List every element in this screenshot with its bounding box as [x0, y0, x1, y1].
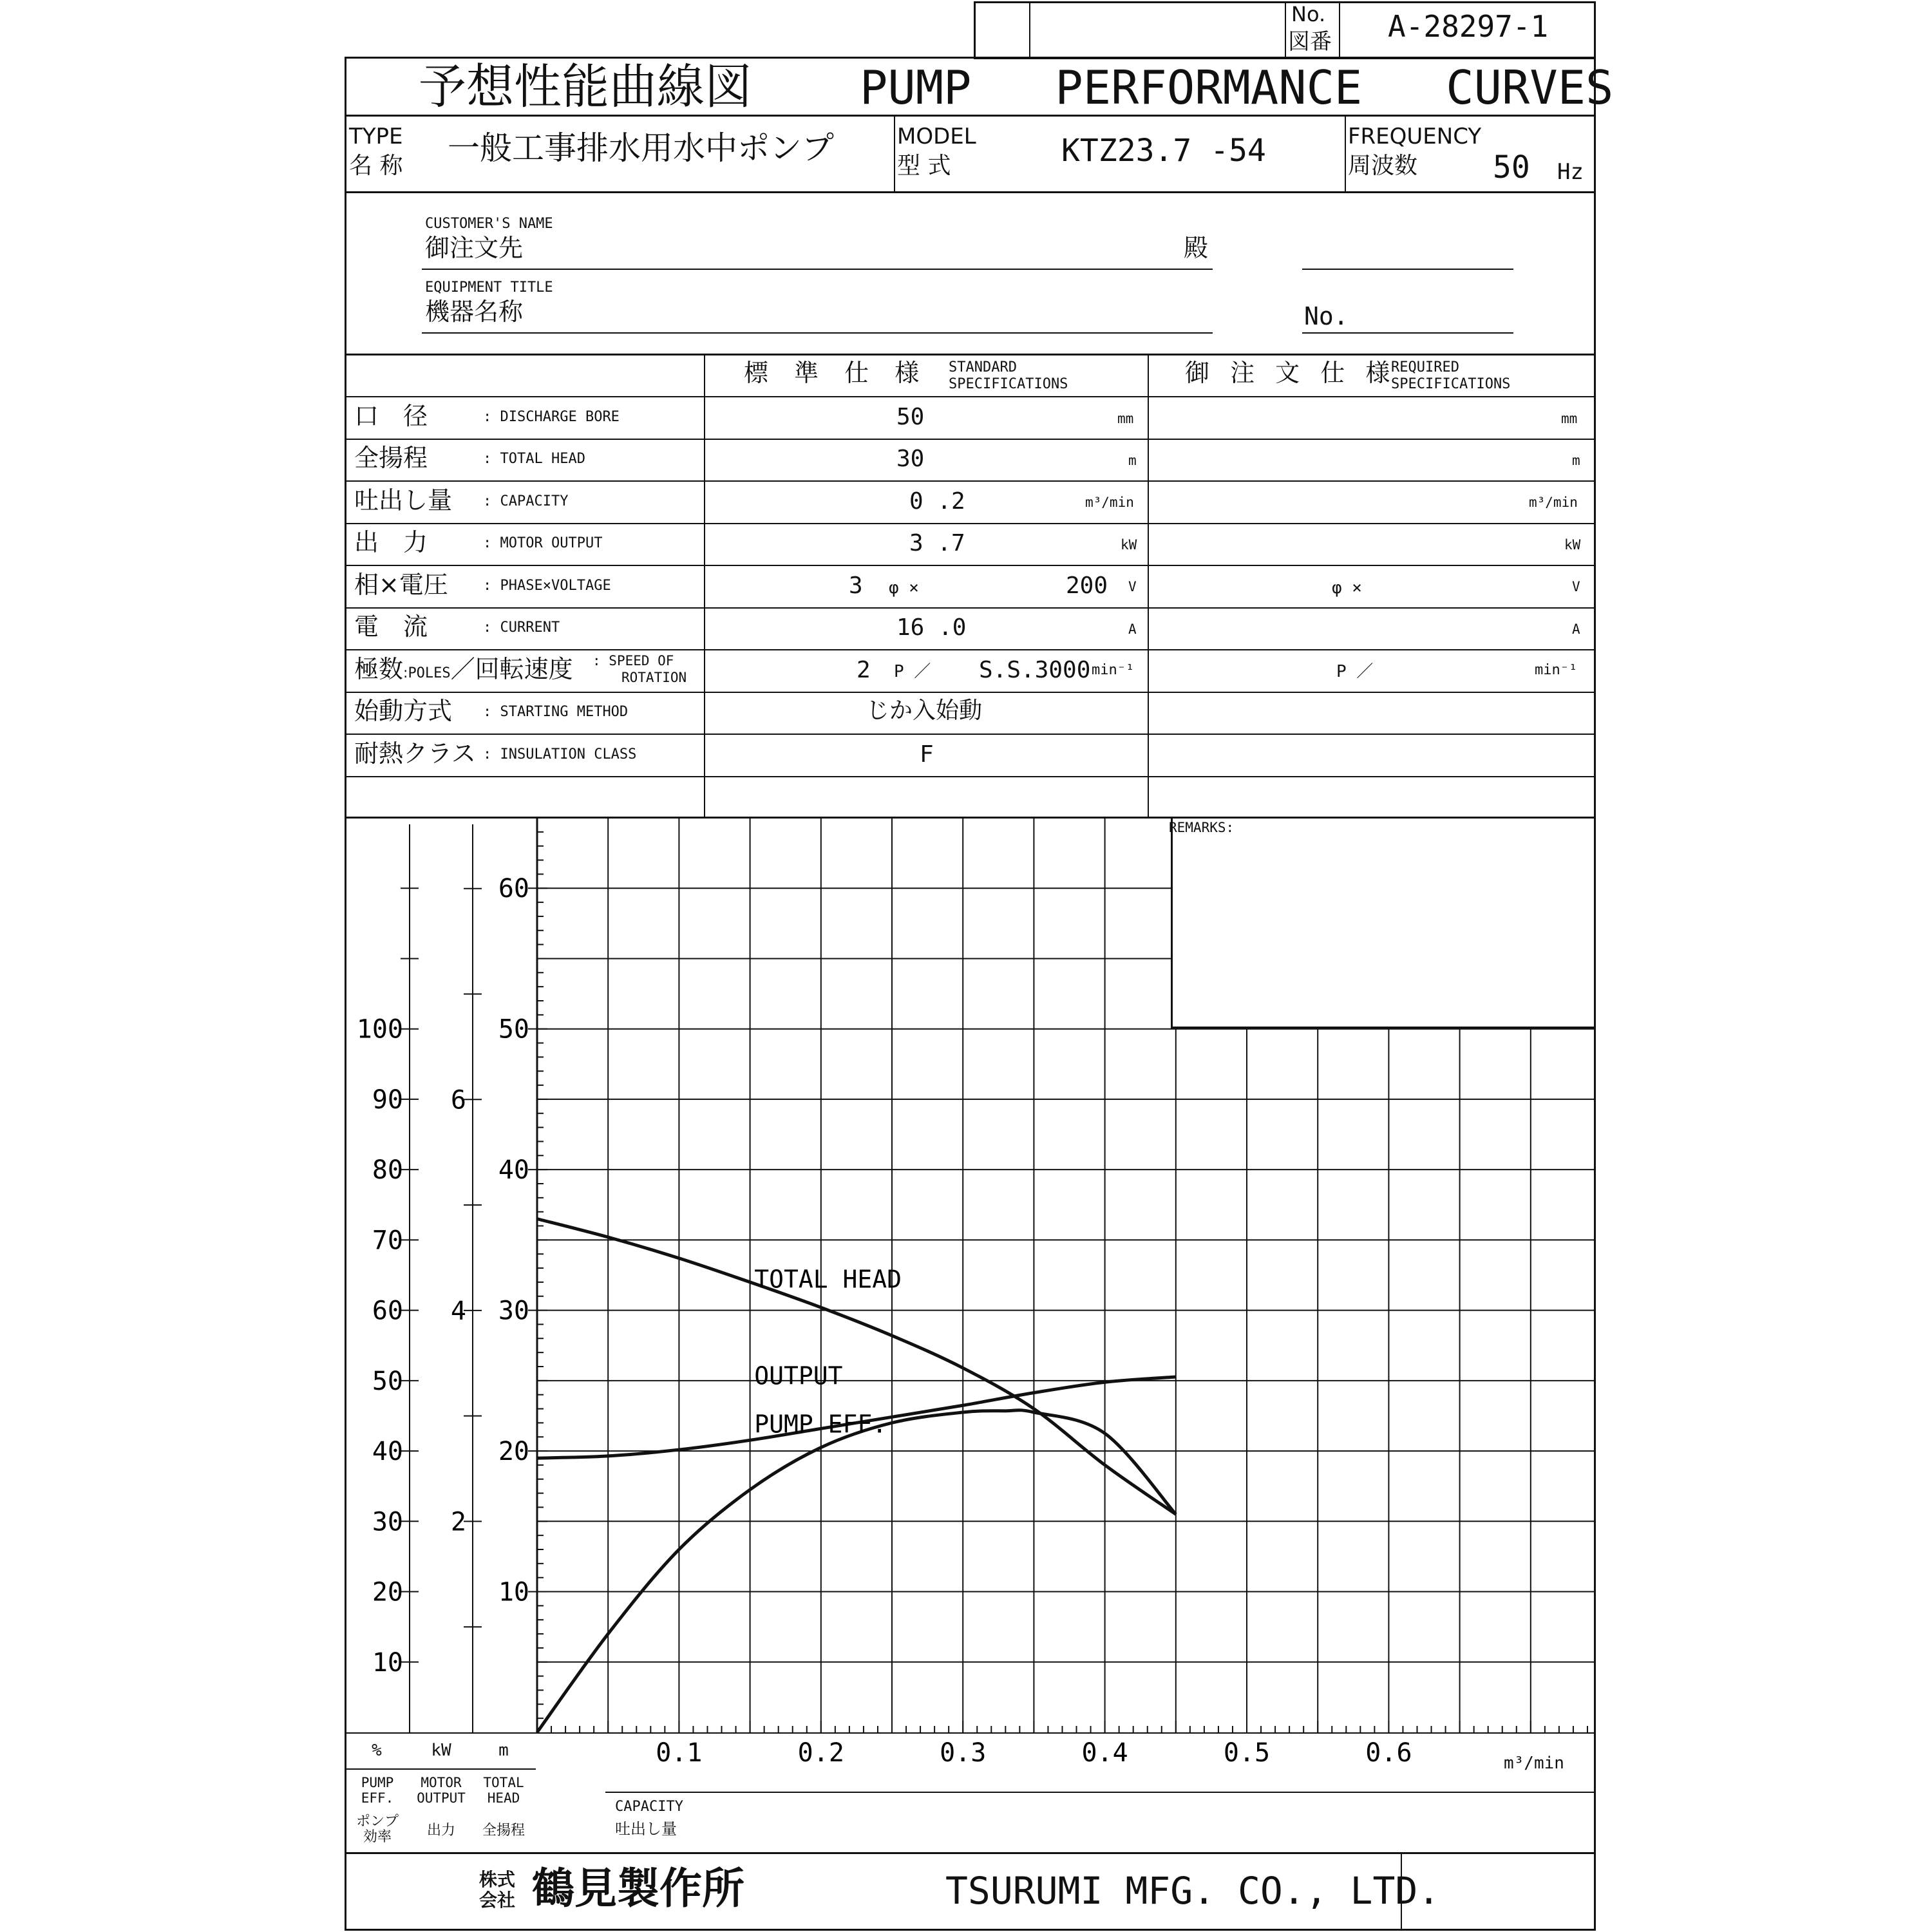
- eff-tick-label: 30: [372, 1507, 403, 1537]
- frequency-label-jp: 周波数: [1348, 153, 1418, 179]
- divider: [345, 776, 1596, 777]
- req-unit: V: [1572, 579, 1580, 594]
- customer-underline-right: [1302, 269, 1513, 270]
- req-unit: m: [1572, 453, 1580, 468]
- head-tick-label: 30: [498, 1296, 529, 1326]
- title-en: PUMP PERFORMANCE CURVES: [860, 61, 1614, 115]
- x-tick-label: 0.5: [1223, 1738, 1271, 1768]
- head-label-jp: 全揚程: [482, 1823, 525, 1839]
- spec-unit: m: [1128, 453, 1137, 468]
- spec-unit: m³/min: [1085, 495, 1134, 510]
- equipment-label-en: EQUIPMENT TITLE: [425, 279, 553, 296]
- head-tick-label: 40: [498, 1155, 529, 1186]
- head-tick-label: 20: [498, 1437, 529, 1467]
- spec-unit: A: [1128, 621, 1137, 637]
- spec-phi: φ ×: [889, 578, 919, 598]
- type-label-en: TYPE: [349, 124, 403, 149]
- customer-underline: [422, 269, 1213, 270]
- req-phi: φ ×: [1332, 578, 1362, 598]
- frequency-label-en: FREQUENCY: [1348, 124, 1482, 149]
- divider: [345, 565, 1596, 566]
- company-prefix-1: 株式: [479, 1869, 516, 1890]
- divider: [345, 396, 1596, 397]
- req-spec-en-2: SPECIFICATIONS: [1391, 376, 1511, 392]
- req-unit: m³/min: [1529, 495, 1578, 510]
- eff-unit: %: [372, 1741, 382, 1760]
- divider: [704, 354, 705, 817]
- spec-label-en: : SPEED OF: [592, 653, 674, 668]
- x-tick-label: 0.1: [656, 1738, 703, 1768]
- divider: [345, 191, 1596, 193]
- model-label-en: MODEL: [897, 124, 976, 149]
- company-name-en: TSURUMI MFG. CO., LTD.: [945, 1869, 1441, 1913]
- eff-tick-label: 50: [372, 1366, 403, 1396]
- spec-value: 0 .2: [909, 488, 965, 515]
- frequency-unit: Hz: [1557, 159, 1584, 185]
- model-label-jp: 型 式: [897, 153, 951, 179]
- spec-label-jp: 口 径: [354, 402, 428, 430]
- spec-label-en: : TOTAL HEAD: [483, 451, 585, 467]
- no-label: No.: [1291, 2, 1326, 26]
- curve-label-eff: PUMP EFF.: [754, 1410, 887, 1439]
- head-unit: m: [498, 1741, 509, 1760]
- divider: [605, 1792, 1596, 1793]
- spec-label-en: : CAPACITY: [483, 493, 569, 509]
- spec-label-jp: 出 力: [354, 528, 428, 556]
- std-spec-en-1: STANDARD: [949, 359, 1017, 375]
- spec-label-en: : STARTING METHOD: [483, 704, 629, 720]
- x-unit: m³/min: [1504, 1754, 1564, 1773]
- spec-value: 16 .0: [896, 614, 967, 641]
- remarks-box: [1171, 817, 1596, 1028]
- divider: [1029, 1, 1030, 58]
- spec-label-jp: 耐熱クラス: [354, 739, 476, 768]
- x-tick-label: 0.6: [1365, 1738, 1412, 1768]
- drawing-number: A-28297-1: [1388, 9, 1549, 44]
- honorific: 殿: [1184, 234, 1209, 262]
- spec-label-jp: 吐出し量: [354, 486, 453, 515]
- spec-label-en-2: ROTATION: [621, 670, 687, 685]
- spec-value: 30: [896, 446, 925, 472]
- req-p: P ／: [1336, 662, 1374, 681]
- model-value: KTZ23.7 -54: [1061, 133, 1266, 169]
- head-tick-label: 10: [498, 1577, 529, 1607]
- x-tick-label: 0.2: [797, 1738, 844, 1768]
- divider: [345, 1852, 1596, 1854]
- output-tick-label: 4: [450, 1296, 466, 1326]
- eff-label-jp-1: ポンプ: [355, 1814, 399, 1830]
- spec-label-jp: 電 流: [354, 612, 428, 641]
- divider: [1285, 1, 1286, 58]
- spec-unit: mm: [1117, 411, 1134, 426]
- output-label-en-1: MOTOR: [421, 1775, 462, 1790]
- spec-value: 3 .7: [909, 530, 965, 556]
- output-tick-label: 2: [450, 1507, 466, 1537]
- customer-label-en: CUSTOMER'S NAME: [425, 216, 553, 232]
- spec-value: 2: [857, 657, 871, 683]
- spec-unit: kW: [1121, 537, 1137, 553]
- x-tick-label: 0.4: [1081, 1738, 1128, 1768]
- req-spec-en-1: REQUIRED: [1391, 359, 1459, 375]
- divider: [345, 734, 1596, 735]
- spec-unit: min⁻¹: [1092, 662, 1135, 678]
- std-spec-jp: 標 準 仕 様: [744, 359, 929, 387]
- divider: [345, 354, 1596, 355]
- customer-label-jp: 御注文先: [425, 234, 524, 262]
- eff-tick-label: 100: [356, 1014, 403, 1045]
- req-unit: A: [1572, 621, 1580, 637]
- spec-label-en: : MOTOR OUTPUT: [483, 535, 603, 551]
- eff-tick-label: 70: [372, 1226, 403, 1256]
- spec-p: P ／: [894, 662, 931, 681]
- divider: [345, 480, 1596, 482]
- eff-tick-label: 10: [372, 1647, 403, 1678]
- equipment-underline-right: [1302, 332, 1513, 334]
- divider: [345, 607, 1596, 609]
- equipment-underline: [422, 332, 1213, 334]
- spec-label-jp: 始動方式: [354, 697, 453, 725]
- divider: [345, 439, 1596, 440]
- spec-label-jp: 相×電圧: [354, 571, 448, 599]
- title-jp: 予想性能曲線図: [419, 59, 752, 115]
- divider: [345, 523, 1596, 524]
- spec-value-2: S.S.3000: [979, 657, 1091, 683]
- remarks-label: REMARKS:: [1169, 820, 1235, 835]
- divider: [1345, 115, 1346, 192]
- eff-tick-label: 40: [372, 1437, 403, 1467]
- head-label-en-2: HEAD: [487, 1790, 520, 1806]
- equipment-no-label: No.: [1304, 302, 1349, 330]
- divider: [894, 115, 895, 192]
- eff-label-en-1: PUMP: [361, 1775, 394, 1790]
- spec-value: じか入始動: [866, 697, 983, 724]
- spec-value: 50: [896, 404, 925, 430]
- spec-label-en: : DISCHARGE BORE: [483, 409, 620, 425]
- divider: [1339, 1, 1340, 58]
- divider: [345, 649, 1596, 650]
- output-unit: kW: [431, 1741, 451, 1760]
- eff-tick-label: 60: [372, 1296, 403, 1326]
- spec-value: F: [920, 741, 934, 768]
- equipment-label-jp: 機器名称: [425, 298, 524, 326]
- divider: [1148, 354, 1149, 817]
- spec-label-jp: 全揚程: [354, 444, 428, 472]
- head-tick-label: 60: [498, 874, 529, 904]
- req-unit: min⁻¹: [1535, 662, 1578, 678]
- x-caption-jp: 吐出し量: [615, 1820, 677, 1838]
- company-name-jp: 鶴見製作所: [532, 1864, 744, 1913]
- frequency-value: 50: [1493, 149, 1530, 185]
- x-tick-label: 0.3: [940, 1738, 987, 1768]
- req-unit: kW: [1564, 537, 1581, 553]
- output-tick-label: 6: [450, 1085, 466, 1115]
- curve-label-output: OUTPUT: [754, 1361, 843, 1390]
- eff-label-jp-2: 効率: [363, 1829, 392, 1845]
- output-label-jp: 出力: [426, 1823, 455, 1839]
- type-label-jp: 名 称: [349, 153, 403, 179]
- head-label-en-1: TOTAL: [483, 1775, 524, 1790]
- std-spec-en-2: SPECIFICATIONS: [949, 376, 1068, 392]
- eff-tick-label: 80: [372, 1155, 403, 1186]
- head-tick-label: 50: [498, 1014, 529, 1045]
- spec-value-2: 200: [1066, 573, 1108, 599]
- output-label-en-2: OUTPUT: [417, 1790, 466, 1806]
- type-value: 一般工事排水用水中ポンプ: [448, 129, 834, 167]
- spec-label-en: : PHASE×VOLTAGE: [483, 578, 611, 594]
- eff-label-en-2: EFF.: [361, 1790, 394, 1806]
- spec-unit: V: [1128, 579, 1137, 594]
- eff-tick-label: 90: [372, 1084, 403, 1115]
- req-unit: mm: [1561, 411, 1578, 426]
- divider: [345, 115, 1596, 117]
- spec-label-en: : INSULATION CLASS: [483, 746, 637, 762]
- spec-value: 3: [849, 573, 863, 599]
- spec-label-en: : CURRENT: [483, 620, 560, 636]
- eff-tick-label: 20: [372, 1577, 403, 1607]
- divider: [345, 692, 1596, 693]
- curve-label-head: TOTAL HEAD: [754, 1265, 902, 1294]
- company-prefix-2: 会社: [479, 1889, 516, 1911]
- spec-label-jp: 極数:POLES／回転速度: [354, 655, 573, 683]
- drawing-label-jp: 図番: [1288, 29, 1332, 55]
- divider: [345, 1768, 536, 1770]
- req-spec-jp: 御 注 文 仕 様: [1185, 359, 1397, 387]
- x-caption-en: CAPACITY: [615, 1799, 683, 1815]
- divider: [345, 1732, 1596, 1734]
